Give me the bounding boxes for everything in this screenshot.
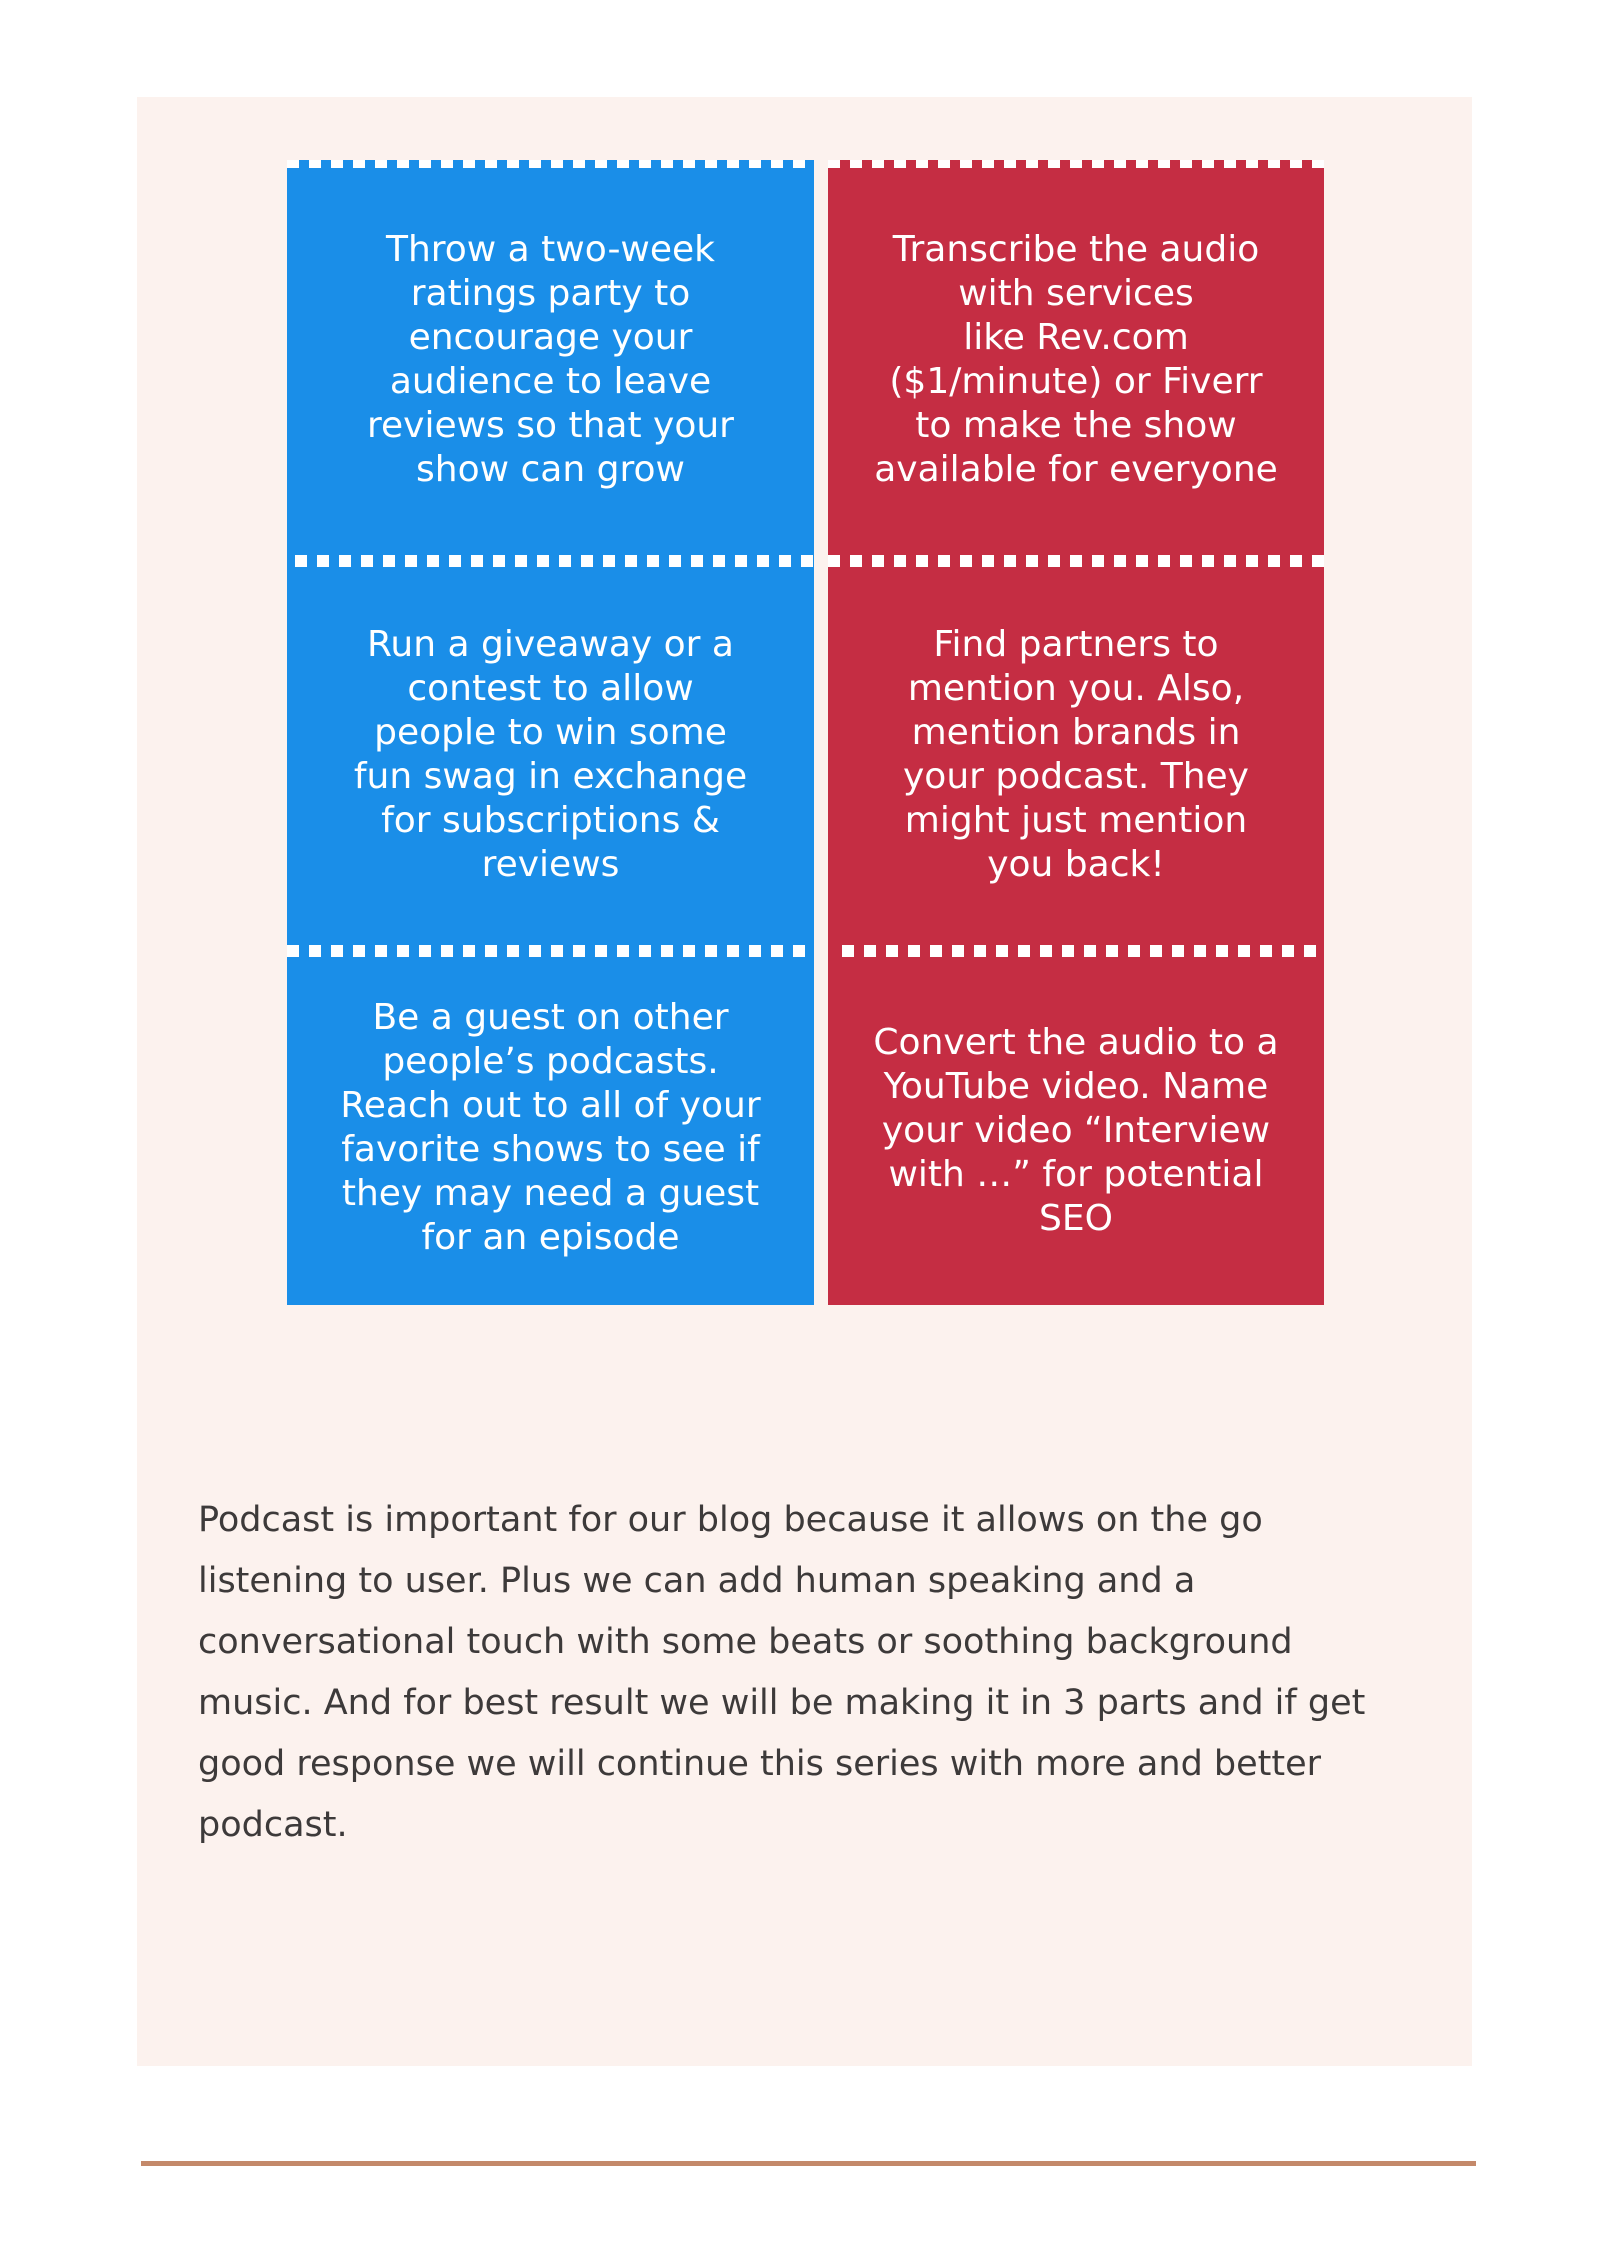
tip-line: mention brands in [911,712,1241,753]
dashed-separator [295,555,814,567]
tip-line: ($1/minute) or Fiverr [889,360,1263,402]
tip-line: to make the show [915,404,1237,446]
tip-line: Throw a two-week [385,228,716,270]
tip-line: with …” for potential [888,1154,1264,1195]
dashed-separator [842,945,1324,957]
tip-youtube-video [828,951,1324,1305]
tip-ratings-party [287,160,814,559]
tip-line: SEO [1039,1198,1113,1239]
tip-transcribe-audio [828,160,1324,559]
tip-line: for an episode [421,1217,680,1258]
column-divider [814,160,828,1305]
tip-line: your video “Interview [881,1110,1271,1151]
tip-line: available for everyone [874,448,1278,490]
tip-line: Transcribe the audio [892,228,1260,270]
tip-line: YouTube video. Name [883,1066,1269,1107]
tip-line: Be a guest on other [372,997,729,1038]
footer-divider [141,2161,1476,2166]
dashed-separator-top [828,160,1324,168]
tip-line: mention you. Also, [907,668,1245,709]
tip-line: audience to leave [389,360,712,402]
tip-line: your podcast. They [903,756,1249,797]
tip-line: Run a giveaway or a [367,624,734,665]
podcast-tips-infographic [287,160,1324,1305]
body-paragraph: Podcast is important for our blog because it allows on the go listening to user. Plus we can add human speaking and a conversational touch with some beats or soothing background music. And for best result we will be making it in 3 parts and if get good response we will continue this series with more and better podcast. [198,1500,1366,1845]
tip-line: you back! [987,844,1165,885]
tip-line: people’s podcasts. [382,1041,719,1082]
tip-giveaway [287,559,814,951]
tip-be-a-guest [287,951,814,1305]
tip-line: Find partners to [933,624,1219,665]
tip-line: ratings party to [410,272,691,314]
tip-line: might just mention [904,800,1248,841]
tip-line: Reach out to all of your [340,1085,761,1126]
tip-line: Convert the audio to a [873,1022,1279,1063]
dashed-separator [287,945,806,957]
tip-line: people to win some [374,712,727,753]
tip-line: favorite shows to see if [341,1129,760,1170]
tip-line: for subscriptions & [381,800,720,841]
dashed-separator-top [287,160,814,168]
tip-line: show can grow [416,448,685,490]
tip-line: contest to allow [407,668,694,709]
tip-line: fun swag in exchange [353,756,748,797]
tip-line: with services [958,272,1194,314]
tip-line: they may need a guest [341,1173,760,1214]
tip-find-partners [828,559,1324,951]
tip-line: like Rev.com [963,316,1189,358]
tip-line: reviews [481,844,620,885]
tip-line: encourage your [408,316,693,358]
tip-line: reviews so that your [367,404,734,446]
dashed-separator [828,555,1324,567]
